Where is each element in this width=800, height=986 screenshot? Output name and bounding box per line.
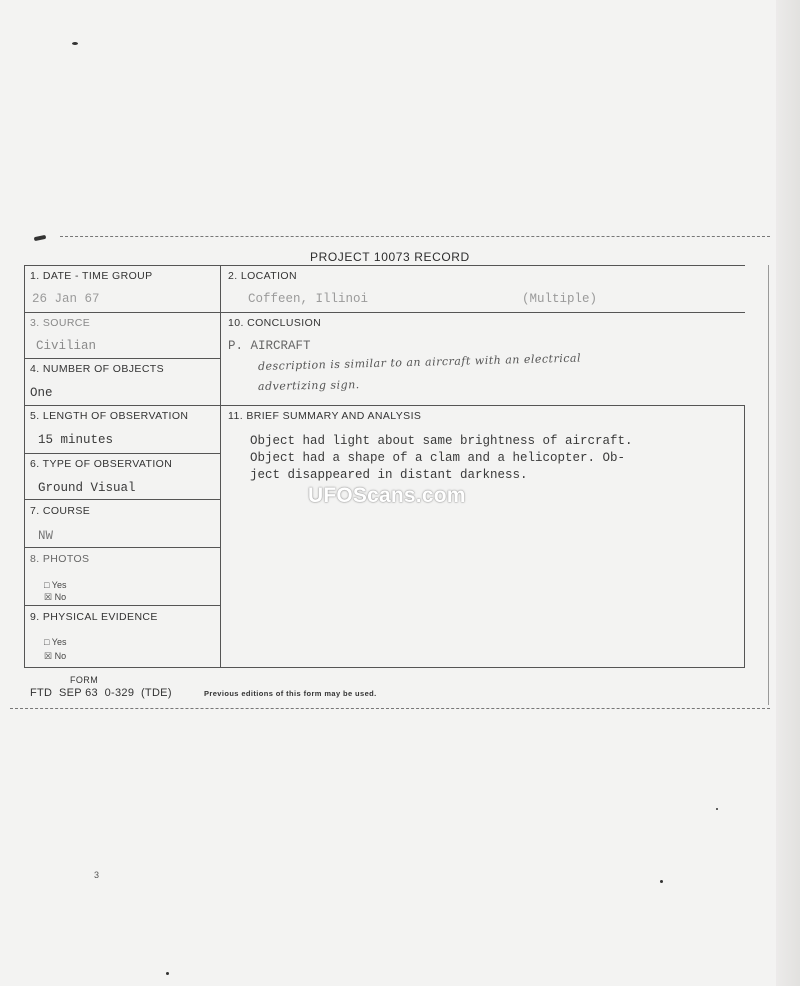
course-label: 7. COURSE [30,505,91,517]
length-of-observation-value: 15 minutes [38,433,114,447]
row-divider [24,605,220,606]
physical-evidence-label: 9. PHYSICAL EVIDENCE [30,611,158,623]
photos-no-label: No [54,592,67,602]
summary-line: Object had light about same brightness of aircraft. [250,434,633,448]
summary-line: Object had a shape of a clam and a helicopter. Ob- [250,451,626,465]
photos-label: 8. PHOTOS [30,553,90,565]
row-divider [24,312,220,313]
row-divider [220,312,745,313]
photos-yes-checkbox: □ [44,580,50,590]
watermark: UFOScans.com [308,484,466,507]
course-value: NW [38,529,54,543]
photos-yes-label: Yes [51,580,67,590]
form-border-bottom [24,667,745,668]
page-mark-number: 3 [94,870,100,880]
physical-evidence-yes-checkbox: □ [44,637,50,647]
photos-yes-option [44,580,66,590]
row-divider [24,453,220,454]
form-border-left [24,265,25,668]
physical-evidence-no-label: No [54,651,67,661]
scan-speck [716,808,718,810]
page-fold-line [768,265,769,705]
row-divider [24,547,220,548]
physical-evidence-yes-option [44,637,66,647]
scan-speck [72,42,78,45]
type-of-observation-value: Ground Visual [38,481,136,495]
row-divider [220,405,745,406]
source-label: 3. SOURCE [30,317,91,329]
source-value: Civilian [36,339,97,353]
location-value: Coffeen, Illinoi [248,292,369,306]
number-of-objects-label: 4. NUMBER OF OBJECTS [30,363,165,375]
row-divider [24,405,220,406]
page-edge-shadow [776,0,800,986]
row-divider [24,358,220,359]
scan-speck [660,880,663,883]
conclusion-value: P. AIRCRAFT [228,339,311,353]
date-time-group-label: 1. DATE - TIME GROUP [30,270,153,282]
length-of-observation-label: 5. LENGTH OF OBSERVATION [30,410,189,422]
type-of-observation-label: 6. TYPE OF OBSERVATION [30,458,173,470]
scan-speck [34,235,47,241]
location-note: (Multiple) [522,292,598,306]
form-title: PROJECT 10073 RECORD [310,250,470,264]
physical-evidence-no-option [44,651,66,662]
scan-speck [166,972,169,975]
form-border-top [24,265,745,266]
conclusion-handwritten-line1: description is similar to an aircraft with an electrical [257,351,582,373]
footer-form-id: FTD SEP 63 0-329 (TDE) [30,687,172,699]
location-label: 2. LOCATION [228,270,297,282]
summary-line: ject disappeared in distant darkness. [250,468,528,482]
form-border-right [744,405,745,668]
photos-no-checkbox: ☒ [44,592,53,602]
physical-evidence-no-checkbox: ☒ [44,651,53,661]
footer-form-word: FORM [70,675,99,685]
conclusion-handwritten-line2: advertizing sign. [257,378,360,393]
form-top-rule [60,236,770,237]
form-bottom-rule [10,708,770,709]
date-time-group-value: 26 Jan 67 [32,292,100,306]
physical-evidence-yes-label: Yes [51,637,67,647]
footer-note: Previous editions of this form may be used. [204,689,377,698]
photos-no-option [44,592,66,603]
summary-label: 11. BRIEF SUMMARY AND ANALYSIS [228,410,422,422]
column-divider [220,265,221,668]
number-of-objects-value: One [30,386,53,400]
row-divider [24,499,220,500]
conclusion-label: 10. CONCLUSION [228,317,322,329]
